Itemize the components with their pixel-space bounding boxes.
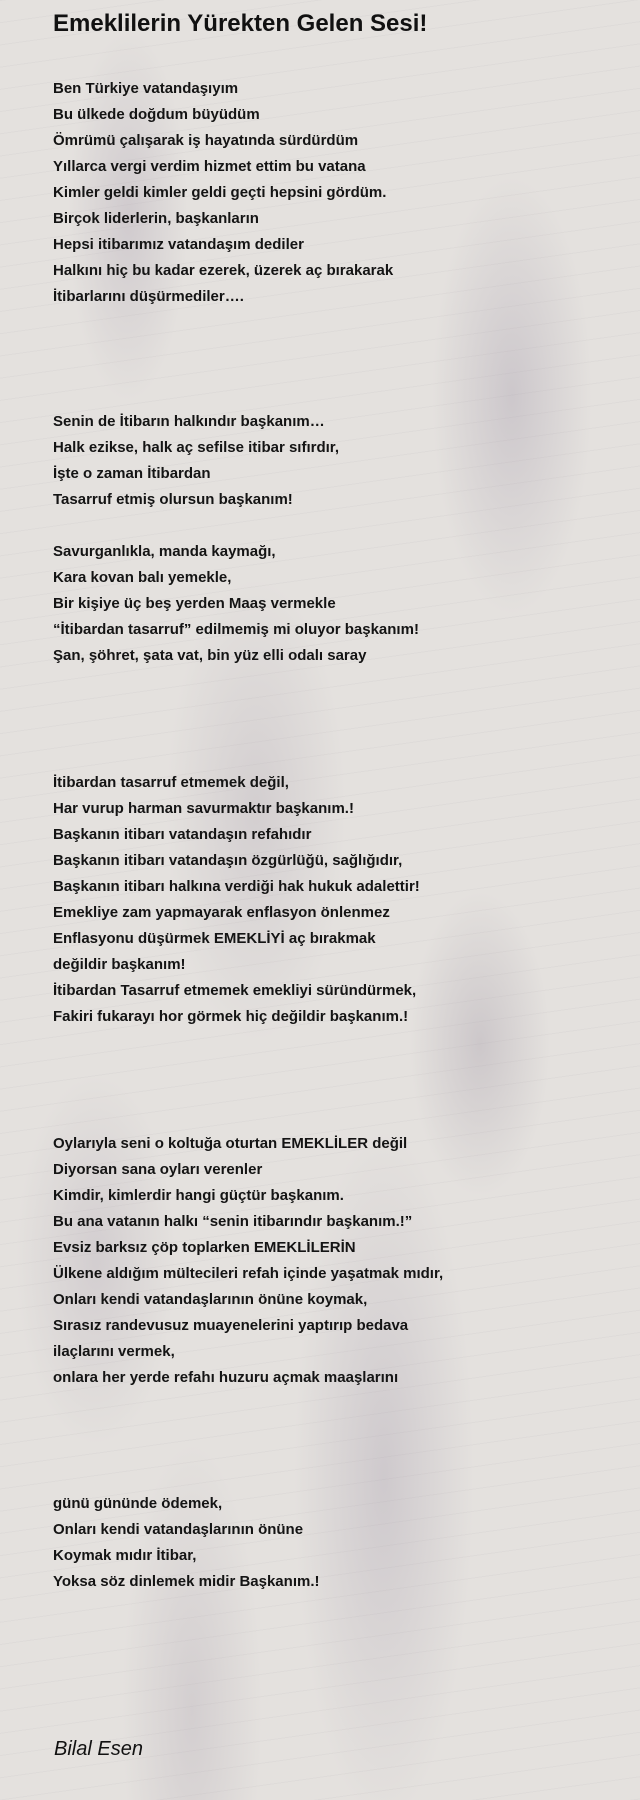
poem-line: Yoksa söz dinlemek midir Başkanım.! [53, 1573, 320, 1590]
poem-line: İtibardan tasarruf etmemek değil, [53, 774, 289, 791]
poem-line: Senin de İtibarın halkındır başkanım… [53, 413, 325, 430]
poem-line: İtibardan Tasarruf etmemek emekliyi süründürmek, [53, 982, 417, 999]
poem-line: Bu ülkede doğdum büyüdüm [53, 106, 260, 123]
poem-line: Halkını hiç bu kadar ezerek, üzerek aç bırakarak [53, 262, 394, 279]
poem-line: Bu ana vatanın halkı “senin itibarındır başkanım.!” [53, 1213, 413, 1230]
poem-line: ilaçlarını vermek, [53, 1343, 175, 1360]
poem-line: Enflasyonu düşürmek EMEKLİYİ aç bırakmak [53, 930, 376, 947]
poem-line: Başkanın itibarı vatandaşın özgürlüğü, sağlığıdır, [53, 852, 403, 869]
poem-line: Birçok liderlerin, başkanların [53, 210, 259, 227]
poem-line: Kimler geldi kimler geldi geçti hepsini gördüm. [53, 184, 387, 201]
poem-line: İşte o zaman İtibardan [53, 465, 211, 482]
poem-line: Halk ezikse, halk aç sefilse itibar sıfırdır, [53, 439, 339, 456]
poem-line: “İtibardan tasarruf” edilmemiş mi oluyor başkanım! [53, 621, 419, 638]
poem-line: Koymak mıdır İtibar, [53, 1547, 197, 1564]
poem-line: Onları kendi vatandaşlarının önüne koymak, [53, 1291, 368, 1308]
poem-line: Hepsi itibarımız vatandaşım dediler [53, 236, 304, 253]
poem-line: Oylarıyla seni o koltuğa oturtan EMEKLİLER değil [53, 1135, 408, 1152]
stanza-1 [53, 76, 393, 310]
poem-line: Başkanın itibarı halkına verdiği hak hukuk adalettir! [53, 878, 420, 895]
poem-line: Tasarruf etmiş olursun başkanım! [53, 491, 293, 508]
stanza-5 [53, 1131, 443, 1391]
poem-line: Ben Türkiye vatandaşıyım [53, 80, 239, 97]
poem-line: Diyorsan sana oyları verenler [53, 1161, 263, 1178]
stanza-3 [53, 539, 419, 669]
poem-line: değildir başkanım! [53, 956, 186, 973]
poem-line: Evsiz barksız çöp toplarken EMEKLİLERİN [53, 1239, 356, 1256]
poem-line: Ülkene aldığım mültecileri refah içinde yaşatmak mıdır, [53, 1265, 444, 1282]
poem-line: Bir kişiye üç beş yerden Maaş vermekle [53, 595, 336, 612]
stanza-2 [53, 409, 339, 513]
poem-line: Başkanın itibarı vatandaşın refahıdır [53, 826, 312, 843]
poem-line: Sırasız randevusuz muayenelerini yaptırıp bedava [53, 1317, 409, 1334]
poem-line: onlara her yerde refahı huzuru açmak maaşlarını [53, 1369, 399, 1386]
poem-line: Ömrümü çalışarak iş hayatında sürdürdüm [53, 132, 359, 149]
poem-line: Fakiri fukarayı hor görmek hiç değildir başkanım.! [53, 1008, 409, 1025]
stanza-6 [53, 1491, 319, 1595]
poem-line: günü gününde ödemek, [53, 1495, 223, 1512]
author-signature: Bilal Esen [54, 1738, 143, 1760]
poem-title: Emeklilerin Yürekten Gelen Sesi! [53, 10, 428, 37]
poem-line: Şan, şöhret, şata vat, bin yüz elli odalı saray [53, 647, 367, 664]
poem-line: Har vurup harman savurmaktır başkanım.! [53, 800, 354, 817]
poem-line: Kimdir, kimlerdir hangi güçtür başkanım. [53, 1187, 344, 1204]
stanza-4 [53, 770, 420, 1030]
poem-line: Yıllarca vergi verdim hizmet ettim bu vatana [53, 158, 366, 175]
poem-line: Kara kovan balı yemekle, [53, 569, 232, 586]
poem-line: Savurganlıkla, manda kaymağı, [53, 543, 276, 560]
poem-line: Emekliye zam yapmayarak enflasyon önlenmez [53, 904, 390, 921]
poem-line: Onları kendi vatandaşlarının önüne [53, 1521, 304, 1538]
poem-line: İtibarlarını düşürmediler…. [53, 288, 244, 305]
